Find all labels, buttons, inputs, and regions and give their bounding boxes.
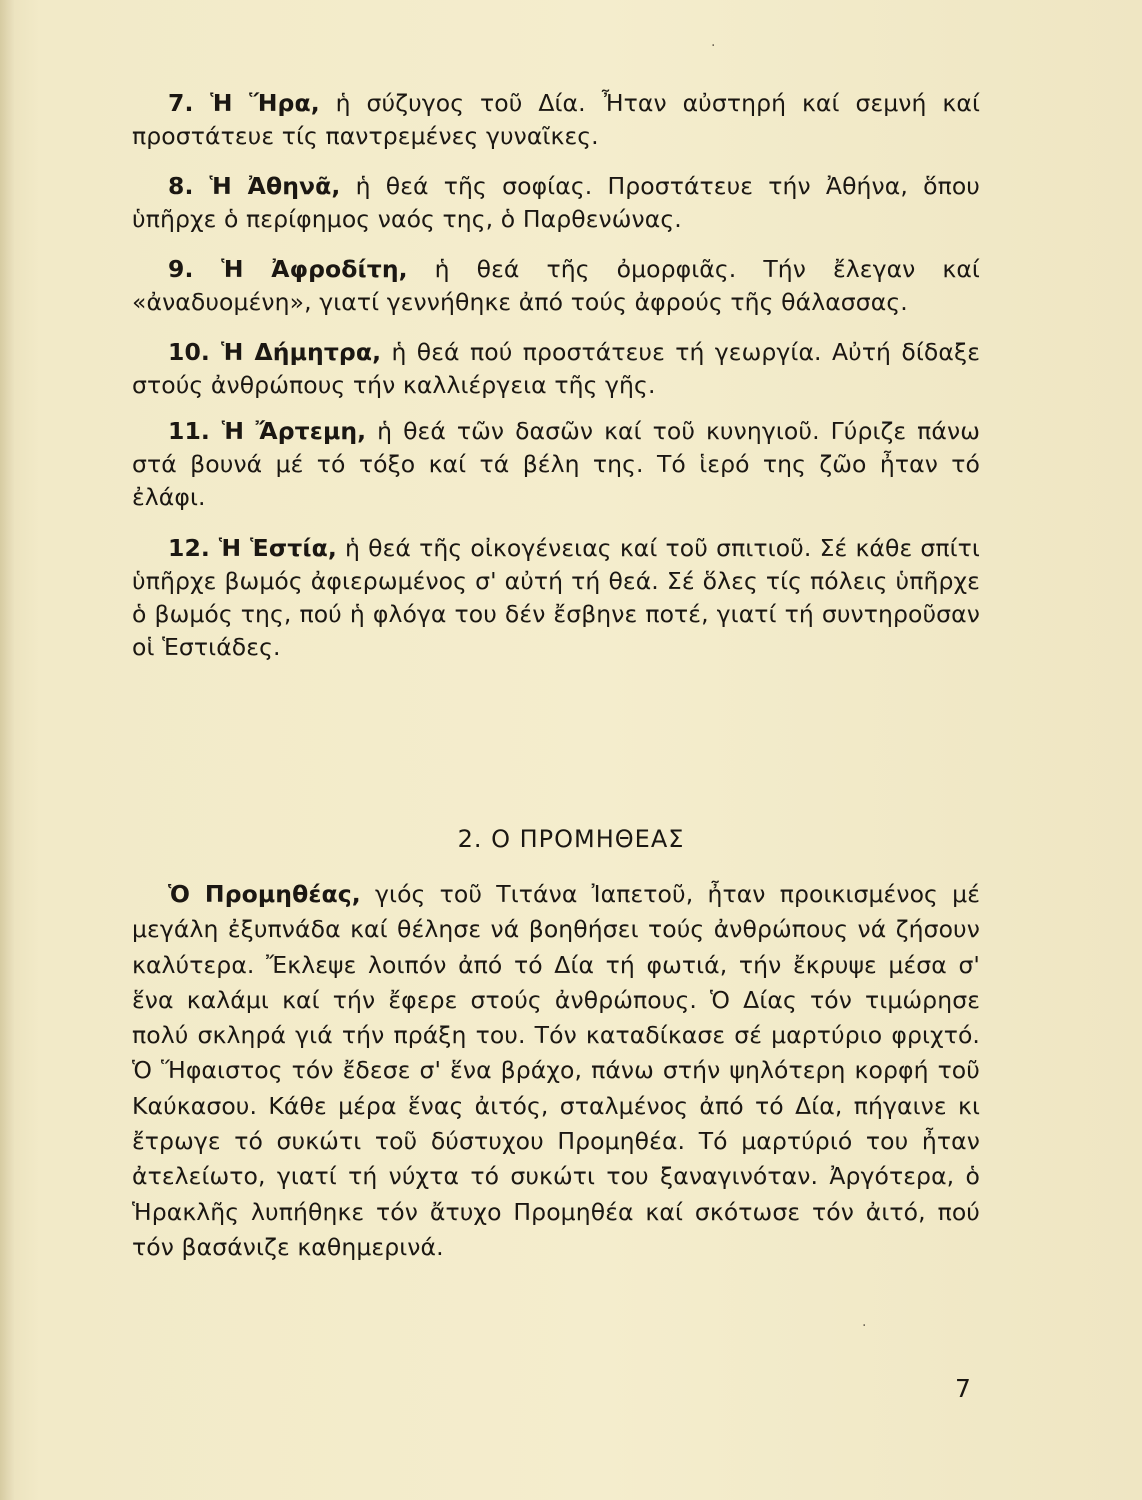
paragraph-text: ἡ θεά τῆς ὀμορφιᾶς. Τήν ἔλεγαν καί «ἀναδυομένη», γιατί γεννήθηκε ἀπό τούς ἀφρούς τῆς θάλασσας.	[132, 255, 980, 316]
paragraph-demeter	[132, 336, 980, 402]
print-speck: ·	[862, 1318, 867, 1334]
paragraph-hera	[132, 87, 980, 153]
paragraph-text: ἡ θεά τῶν δασῶν καί τοῦ κυνηγιοῦ. Γύριζε πάνω στά βουνά μέ τό τόξο καί τά βέλη της. Τό ἱερό της ζῶο ἦταν τό ἐλάφι.	[132, 417, 980, 511]
paragraph-prometheus	[132, 877, 980, 1265]
paragraph-text: ἡ θεά πού προστάτευε τή γεωργία. Αὐτή δίδαξε στούς ἀνθρώπους τήν καλλιέργεια τῆς γῆς.	[132, 338, 980, 399]
paragraph-lead: 10. Ἡ Δήμητρα,	[168, 338, 382, 366]
paragraph-aphrodite	[132, 253, 980, 319]
section-heading: 2. Ο ΠΡΟΜΗΘΕΑΣ	[457, 825, 685, 853]
paragraph-text: γιός τοῦ Τιτάνα Ἰαπετοῦ, ἦταν προικισμένος μέ μεγάλη ἐξυπνάδα καί θέλησε νά βοηθήσει τούς ἀνθρώπους νά ζήσουν καλύτερα. Ἔκλεψε λοιπόν ἀπό τό Δία τή φωτιά, τήν ἔκρυψε μέσα σ' ἕνα καλάμι καί τήν ἔφερε στούς ἀνθρώπους. Ὁ Δίας τόν τιμώρησε πολύ σκληρά γιά τήν πράξη του. Τόν καταδίκασε σέ μαρτύριο φριχτό. Ὁ Ἥφαιστος τόν ἔδεσε σ' ἕνα βράχο, πάνω στήν ψηλότερη κορφή τοῦ Καύκασου. Κάθε μέρα ἕνας ἀιτός, σταλμένος ἀπό τό Δία, πήγαινε κι ἔτρωγε τό συκώτι τοῦ δύστυχου Προμηθέα. Τό μαρτύριό του ἦταν ἀτελείωτο, γιατί τή νύχτα τό συκώτι του ξαναγινόταν. Ἀργότερα, ὁ Ἡρακλῆς λυπήθηκε τόν ἄτυχο Προμηθέα καί σκότωσε τόν ἀιτό, πού τόν βασάνιζε καθημερινά.	[132, 880, 980, 1261]
page-spine-shadow	[0, 0, 14, 1500]
paragraph-lead: 12. Ἡ Ἑστία,	[168, 534, 337, 562]
paragraph-artemis	[132, 415, 980, 514]
paragraph-text: ἡ θεά τῆς οἰκογένειας καί τοῦ σπιτιοῦ. Σέ κάθε σπίτι ὑπῆρχε βωμός ἀφιερωμένος σ' αὐτή τή θεά. Σέ ὅλες τίς πόλεις ὑπῆρχε ὁ βωμός της, πού ἡ φλόγα του δέν ἔσβηνε ποτέ, γιατί τή συντηροῦσαν οἱ Ἑστιάδες.	[132, 534, 980, 661]
paragraph-text: ἡ θεά τῆς σοφίας. Προστάτευε τήν Ἀθήνα, ὅπου ὑπῆρχε ὁ περίφημος ναός της, ὁ Παρθενώνας.	[132, 172, 980, 233]
paragraph-lead: 7. Ἡ Ἥρα,	[168, 89, 320, 117]
paragraph-hestia	[132, 532, 980, 664]
paragraph-text: ἡ σύζυγος τοῦ Δία. Ἦταν αὐστηρή καί σεμνή καί προστάτευε τίς παντρεμένες γυναῖκες.	[132, 89, 980, 150]
paragraph-lead: 11. Ἡ Ἄρτεμη,	[168, 417, 367, 445]
page-number: 7	[955, 1374, 971, 1403]
paragraph-lead: 9. Ἡ Ἀφροδίτη,	[168, 255, 408, 283]
print-speck: ·	[711, 38, 716, 54]
paragraph-lead: Ὁ Προμηθέας,	[168, 880, 361, 908]
paragraph-athena	[132, 170, 980, 236]
paragraph-lead: 8. Ἡ Ἀθηνᾶ,	[168, 172, 341, 200]
